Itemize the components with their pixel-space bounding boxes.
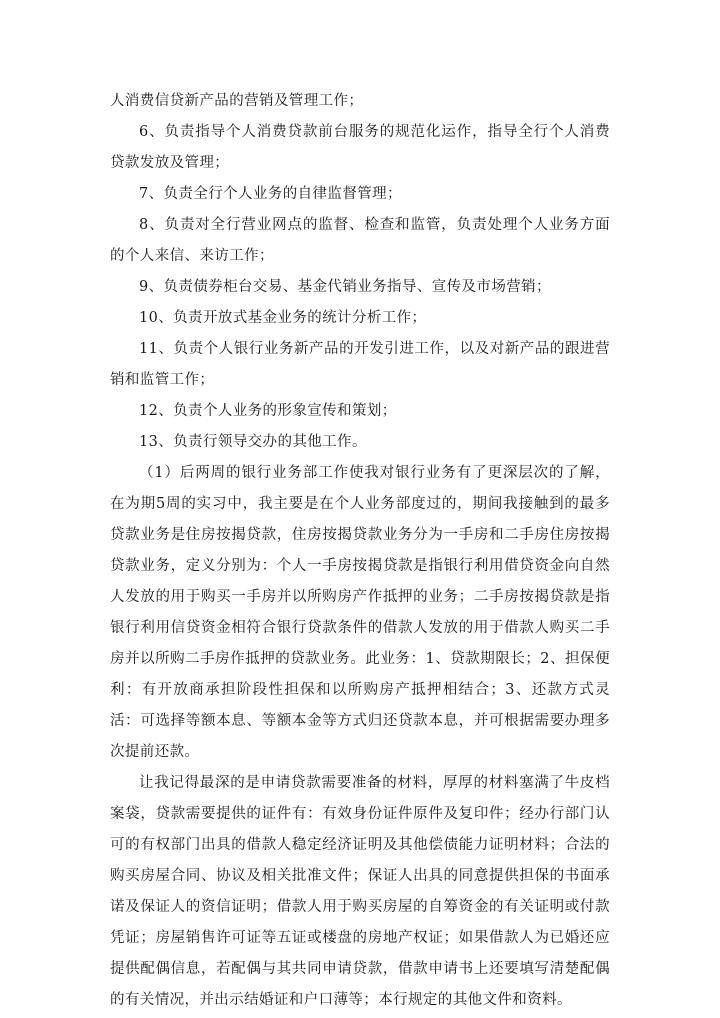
paragraph-item-11: 11、负责个人银行业务新产品的开发引进工作，以及对新产品的跟进营销和监管工作； [110,341,610,388]
paragraph-item-7: 7、负责全行个人业务的自律监督管理； [139,186,402,202]
paragraph-loan-materials: 让我记得最深的是申请贷款需要准备的材料，厚厚的材料塞满了牛皮档案袋，贷款需要提供的证件有：有效身份证件原件及复印件；经办行部门认可的有权部门出具的借款人稳定经济证明及其他偿债能力证明材料；合法的购买房屋合同、协议及相关批准文件；保证人出具的同意提供担保的书面承诺及保证人的资信证明；借款人用于购买房屋的自筹资金的有关证明或付款凭证；房屋销售许可证等五证或楼盘的房地产权证；如果借款人为已婚还应提供配偶信息，若配偶与其共同申请贷款，借款申请书上还要填写清楚配偶的有关情况，并出示结婚证和户口薄等；本行规定的其他文件和资料。 [110,775,610,1008]
paragraph-housing-loan: （1）后两周的银行业务部工作使我对银行业务有了更深层次的了解，在为期5周的实习中，我主要是在个人业务部度过的，期间我接触到的最多贷款业务是住房按揭贷款，住房按揭贷款业务分为一手房和二手房住房按揭贷款业务，定义分别为：个人一手房按揭贷款是指银行利用借贷资金向自然人发放的用于购买一手房并以所购房产作抵押的业务；二手房按揭贷款是指银行利用信贷资金相符合银行贷款条件的借款人发放的用于借款人购买二手房并以所购二手房作抵押的贷款业务。此业务：1、贷款期限长；2、担保便利：有开放商承担阶段性担保和以所购房产抵押相结合；3、还款方式灵活：可选择等额本息、等额本金等方式归还贷款本息，并可根据需要办理多次提前还款。 [110,465,610,760]
paragraph-item-13: 13、负责行领导交办的其他工作。 [139,434,367,450]
paragraph-item-9: 9、负责债券柜台交易、基金代销业务指导、宣传及市场营销； [139,279,551,295]
paragraph-item-6: 6、负责指导个人消费贷款前台服务的规范化运作，指导全行个人消费贷款发放及管理； [110,124,610,171]
paragraph-continuation: 人消费信贷新产品的营销及管理工作； [110,93,364,109]
paragraph-item-8: 8、负责对全行营业网点的监督、检查和监管，负责处理个人业务方面的个人来信、来访工作； [110,217,610,264]
paragraph-item-10: 10、负责开放式基金业务的统计分析工作； [139,310,427,326]
document-body [110,86,610,1016]
paragraph-item-12: 12、负责个人业务的形象宣传和策划； [139,403,397,419]
